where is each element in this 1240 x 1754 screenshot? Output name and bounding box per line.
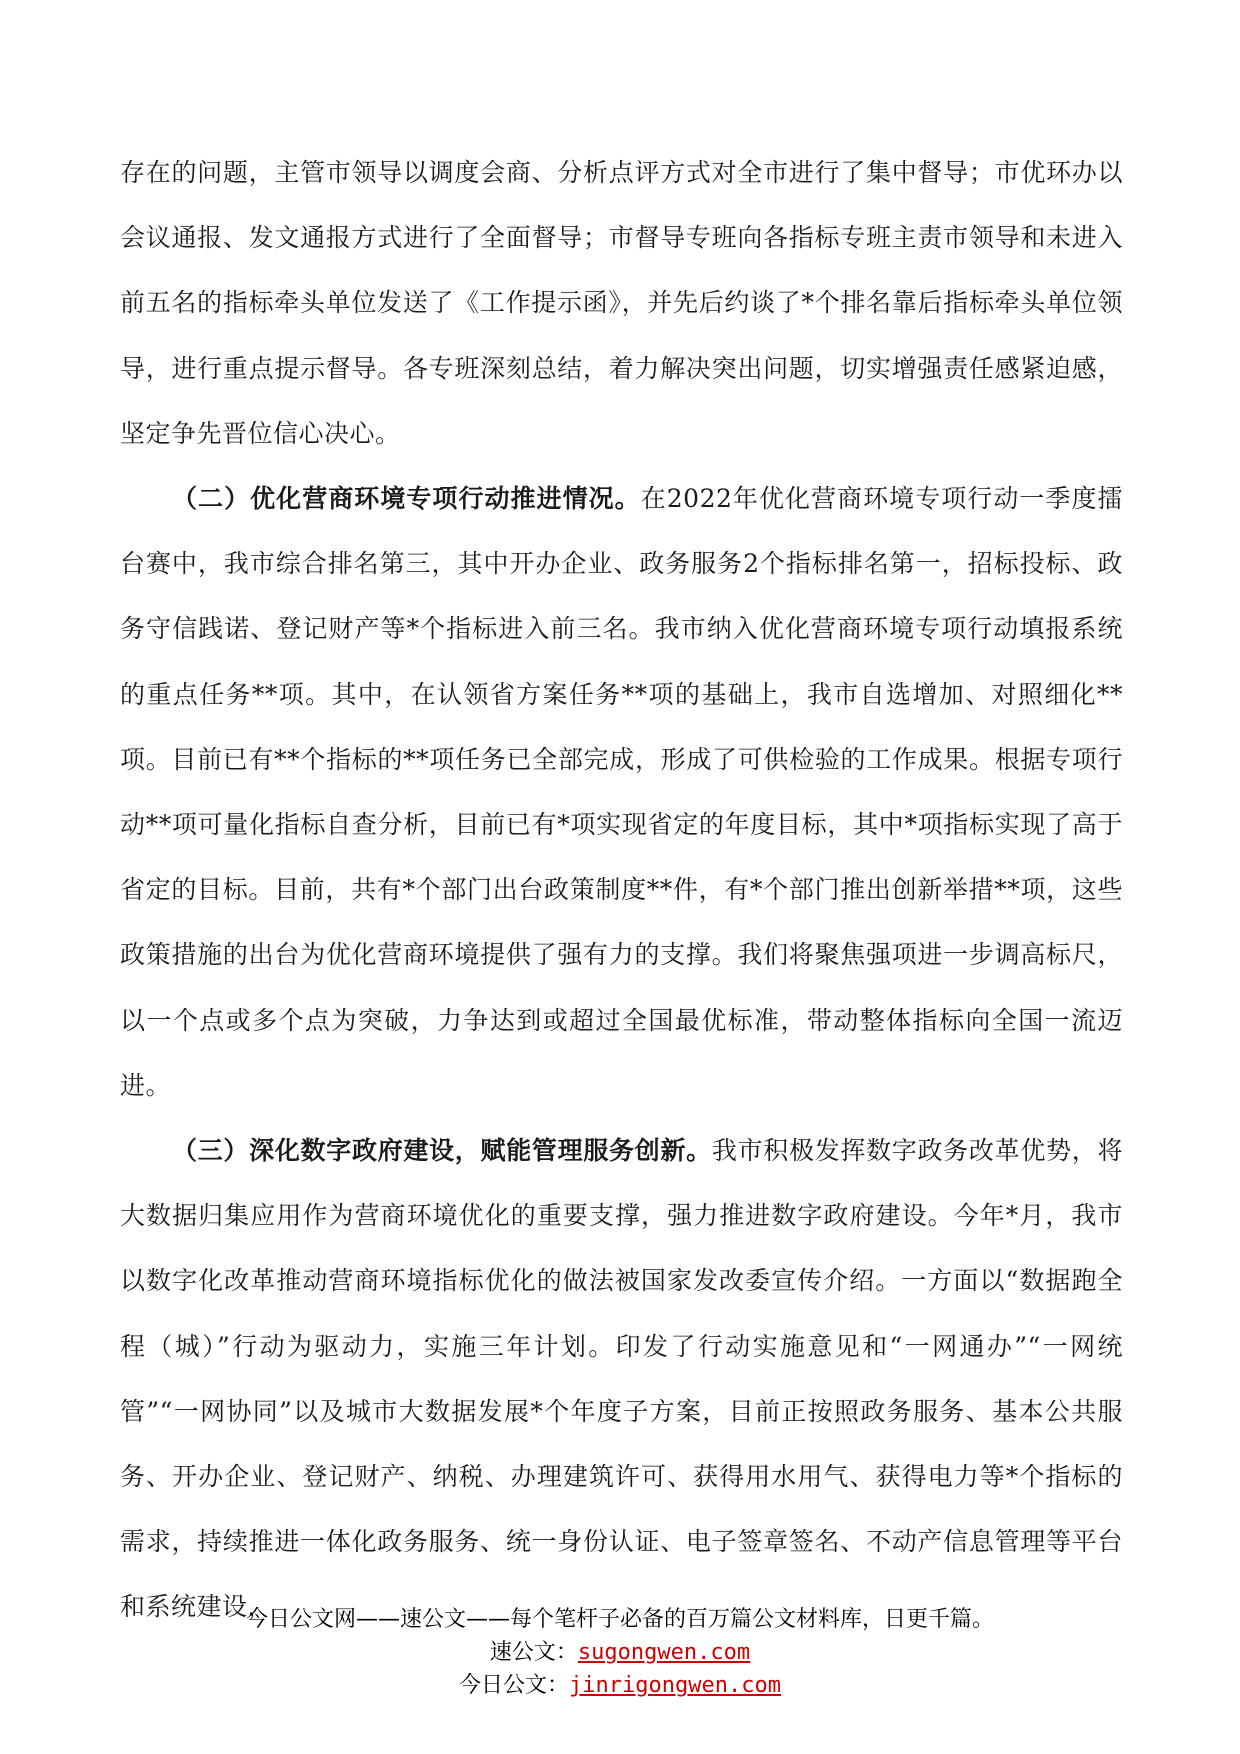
- document-body: [120, 140, 1123, 1640]
- section-3-body: 我市积极发挥数字政务改革优势，将大数据归集应用作为营商环境优化的重要支撑，强力推进数字政府建设。今年*月，我市以数字化改革推动营商环境指标优化的做法被国家发改委宣传介绍。一方面以“数据跑全程（城）”行动为驱动力，实施三年计划。印发了行动实施意见和“一网通办”“一网统管”“一网协同”以及城市大数据发展*个年度子方案，目前正按照政务服务、基本公共服务、开办企业、登记财产、纳税、办理建筑许可、获得用水用气、获得电力等*个指标的需求，持续推进一体化政务服务、统一身份认证、电子签章签名、不动产信息管理等平台和系统建设，: [120, 1136, 1123, 1622]
- paragraph-2: [120, 466, 1123, 1118]
- footer: [0, 1603, 1240, 1702]
- section-2-body: 在2022年优化营商环境专项行动一季度擂台赛中，我市综合排名第三，其中开办企业、政务服务2个指标排名第一，招标投标、政务守信践诺、登记财产等*个指标进入前三名。我市纳入优化营商环境专项行动填报系统的重点任务**项。其中，在认领省方案任务**项的基础上，我市自选增加、对照细化**项。目前已有**个指标的**项任务已全部完成，形成了可供检验的工作成果。根据专项行动**项可量化指标自查分析，目前已有*项实现省定的年度目标，其中*项指标实现了高于省定的目标。目前，共有*个部门出台政策制度**件，有*个部门推出创新举措**项，这些政策措施的出台为优化营商环境提供了强有力的支撑。我们将聚焦强项进一步调高标尺，以一个点或多个点为突破，力争达到或超过全国最优标准，带动整体指标向全国一流迈进。: [120, 484, 1123, 1100]
- footer-site-1: [0, 1636, 1240, 1669]
- footer-site-2-label: 今日公文：: [459, 1673, 570, 1698]
- footer-site-1-label: 速公文：: [489, 1640, 578, 1665]
- sugongwen-link[interactable]: sugongwen.com: [577, 1640, 751, 1665]
- section-3-heading: （三）深化数字政府建设，赋能管理服务创新。: [172, 1136, 712, 1166]
- footer-site-2: [0, 1669, 1240, 1702]
- section-2-heading: （二）优化营商环境专项行动推进情况。: [172, 484, 641, 514]
- jinrigongwen-link[interactable]: jinrigongwen.com: [569, 1673, 781, 1698]
- paragraph-3: [120, 1118, 1123, 1640]
- paragraph-1: 存在的问题，主管市领导以调度会商、分析点评方式对全市进行了集中督导；市优环办以会议通报、发文通报方式进行了全面督导；市督导专班向各指标专班主责市领导和未进入前五名的指标牵头单位发送了《工作提示函》，并先后约谈了*个排名靠后指标牵头单位领导，进行重点提示督导。各专班深刻总结，着力解决突出问题，切实增强责任感紧迫感，坚定争先晋位信心决心。: [120, 158, 1123, 448]
- footer-slogan: 今日公文网——速公文——每个笔杆子必备的百万篇公文材料库，日更千篇。: [245, 1607, 994, 1632]
